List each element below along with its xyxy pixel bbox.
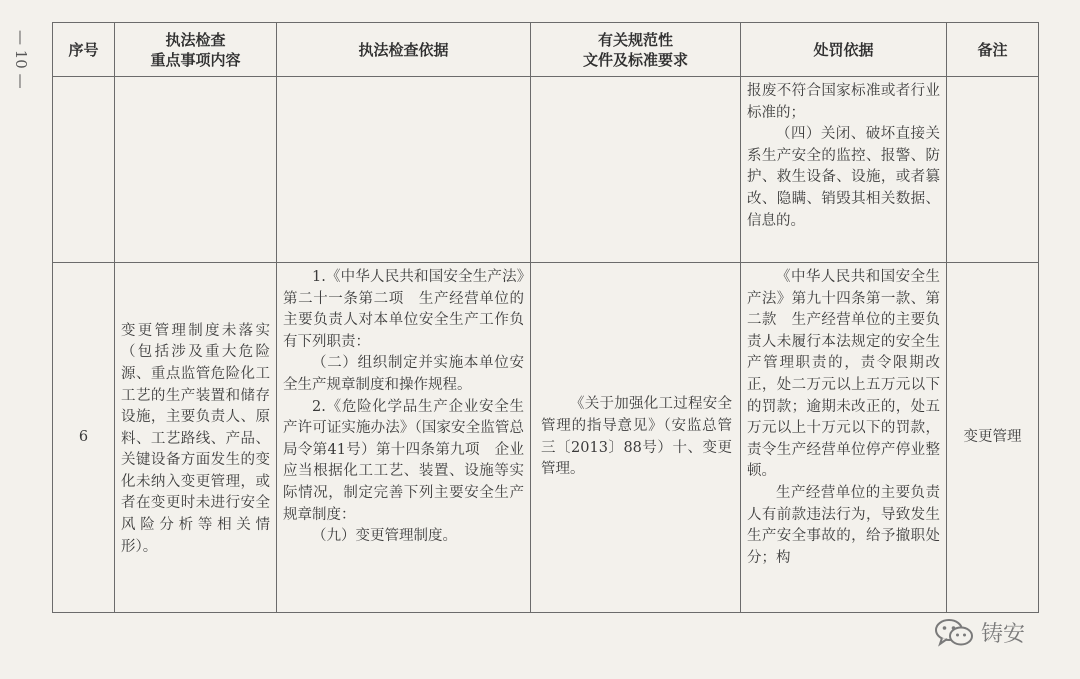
inspection-table [52, 22, 1039, 613]
header-basis: 执法检查依据 [277, 23, 531, 77]
cell-basis-empty [277, 77, 531, 263]
header-item: 执法检查 重点事项内容 [115, 23, 277, 77]
cell-standards [531, 263, 741, 613]
cell-remarks: 变更管理 [947, 263, 1039, 613]
table-row-6 [53, 263, 1039, 613]
table-header-row [53, 23, 1039, 77]
standards-text: 《关于加强化工过程安全管理的指导意见》（安监总管三〔2013〕88号）十、变更管理。 [541, 396, 732, 478]
item-text: 变更管理制度未落实（包括涉及重大危险源、重点监管危险化工工艺的生产装置和储存设施，主要负责人、原料、工艺路线、产品、关键设备方面发生的变化未纳入变更管理，或者在变更时未进行安全风险分析等相关情形）。 [121, 322, 270, 555]
wechat-icon [933, 617, 975, 647]
basis-text: 2.《危险化学品生产企业安全生产许可证实施办法》（国家安全监管总局令第41号）第十四条第九项 企业应当根据化工工艺、装置、设施等实际情况，制定完善下列主要安全生产规章制度： [283, 398, 524, 523]
page-number-text: — 10 — [12, 30, 30, 89]
watermark-text: 铸安 [981, 621, 1026, 647]
penalty-text: 《中华人民共和国安全生产法》第九十四条第一款、第二款 生产经营单位的主要负责人未履行本法规定的安全生产管理职责的，责令限期改正，处二万元以上五万元以下的罚款；逾期未改正的，处五万元以上十万元以下的罚款，责令生产经营单位停产停业整顿。 [747, 269, 940, 480]
penalty-text: （四）关闭、破坏直接关系生产安全的监控、报警、防护、救生设备、设施，或者篡改、隐瞒、销毁其相关数据、信息的。 [747, 126, 940, 229]
header-index: 序号 [53, 23, 115, 77]
header-standards: 有关规范性 文件及标准要求 [531, 23, 741, 77]
header-penalty: 处罚依据 [741, 23, 947, 77]
cell-remarks-empty [947, 77, 1039, 263]
basis-text: （九）变更管理制度。 [312, 528, 457, 545]
page-number [10, 30, 32, 95]
penalty-text: 报废不符合国家标准或者行业标准的； [747, 83, 940, 121]
cell-index: 6 [53, 263, 115, 613]
cell-penalty [741, 263, 947, 613]
basis-text: 1.《中华人民共和国安全生产法》第二十一条第二项 生产经营单位的主要负责人对本单位安全生产工作负有下列职责： [283, 269, 524, 350]
cell-basis [277, 263, 531, 613]
cell-item-empty [115, 77, 277, 263]
cell-index-empty [53, 77, 115, 263]
cell-standards-empty [531, 77, 741, 263]
penalty-text: 生产经营单位的主要负责人有前款违法行为，导致发生生产安全事故的，给予撤职处分；构 [747, 484, 940, 566]
watermark [933, 616, 1025, 648]
basis-text: （二）组织制定并实施本单位安全生产规章制度和操作规程。 [283, 355, 524, 393]
header-remarks: 备注 [947, 23, 1039, 77]
cell-penalty-continued [741, 77, 947, 263]
cell-item [115, 263, 277, 613]
table-row-continued [53, 77, 1039, 263]
